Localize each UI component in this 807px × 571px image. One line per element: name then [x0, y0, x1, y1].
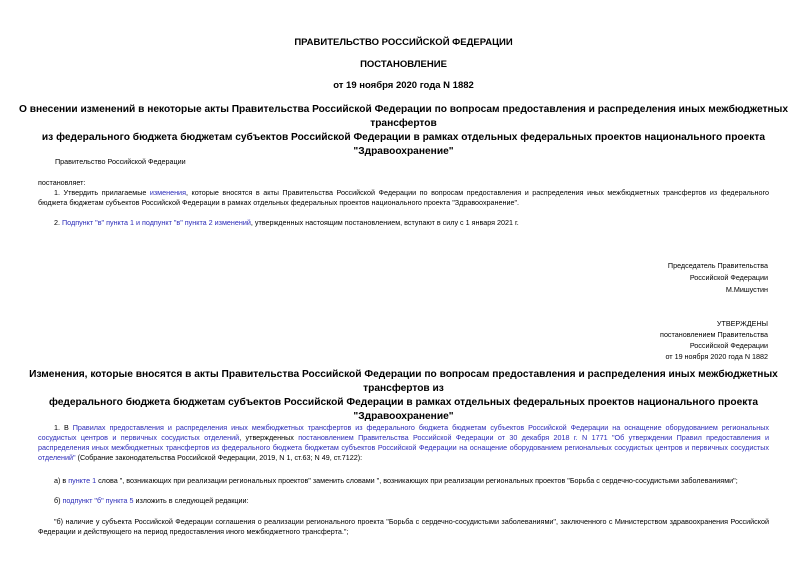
- change-subitem-b: б) подпункт "б" пункта 5 изложить в следующей редакции:: [54, 496, 249, 505]
- subparagraphs-link[interactable]: Подпункт "в" пункта 1 и подпункт "в" пункта 2 изменений: [62, 218, 251, 227]
- signature-position: Председатель Правительства: [667, 261, 768, 270]
- signature-country: Российской Федерации: [689, 273, 768, 282]
- title-line-1: О внесении изменений в некоторые акты Правительства Российской Федерации по вопросам предоставления и распределения иных межбюджетных трансфертов: [18, 104, 789, 129]
- approval-title: УТВЕРЖДЕНЫ: [716, 319, 768, 328]
- item-2: 2. Подпункт "в" пункта 1 и подпункт "в" пункта 2 изменений, утвержденных настоящим постановлением, вступают в силу с 1 января 2021 г.: [54, 218, 519, 227]
- item-1: 1. Утвердить прилагаемые изменения, которые вносятся в акты Правительства Российской Федерации по вопросам предоставления и распределения иных межбюджетных трансфертов из федерального бюджета бюджетам субъектов Российской Федерации в рамках отдельных федеральных проектов национального проекта "Здравоохранение".: [38, 188, 769, 207]
- document-title: [0, 103, 807, 159]
- change-subitem-a: а) в пункте 1 слова ", возникающих при реализации региональных проектов" заменить словами ", возникающих при реализации региональных проектов "Борьба с сердечно-сосудистыми заболеваниями";: [54, 476, 738, 485]
- changes-link[interactable]: изменения: [149, 188, 186, 197]
- subparagraph-b-link[interactable]: подпункт "б" пункта 5: [62, 496, 134, 505]
- title-line-2: из федерального бюджета бюджетам субъектов Российской Федерации в рамках отдельных федеральных проектов национального проекта "Здравоохранение": [41, 132, 766, 157]
- changes-title: Изменения, которые вносятся в акты Правительства Российской Федерации по вопросам предоставления и распределения иных межбюджетных трансфертов из федерального бюджета бюджетам субъектов Российской Федерации в рамках отдельных федеральных проектов национального проекта "Здравоохранение": [29, 369, 778, 422]
- signature-block: [560, 260, 768, 296]
- preamble-resolves: постановляет:: [38, 178, 86, 187]
- government-heading: ПРАВИТЕЛЬСТВО РОССИЙСКОЙ ФЕДЕРАЦИИ: [294, 37, 513, 48]
- resolution-1771-link[interactable]: постановлением Правительства Российской Федерации от 30 декабря 2018 г. N 1771 "Об утверждении Правил предоставления и распределения иных межбюджетных трансфертов из федерального бюджета бюджетам субъектов Российской Федерации на оснащение оборудованием региональных сосудистых центров и первичных сосудистых отделений": [38, 433, 769, 462]
- document-date-number: от 19 ноября 2020 года N 1882: [333, 80, 474, 91]
- rules-link[interactable]: Правилах предоставления и распределения иных межбюджетных трансфертов из федерального бюджета бюджетам субъектов Российской Федерации на оснащение оборудованием региональных сосудистых центров и первичных сосудистых отделений: [38, 423, 769, 442]
- quoted-text: "б) наличие у субъекта Российской Федерации соглашения о реализации регионального проекта "Борьба с сердечно-сосудистыми заболеваниями", заключенного с Министерством здравоохранения Российской Федерации и действующего на период предоставления иного межбюджетного трансферта.";: [38, 517, 769, 536]
- approval-block: УТВЕРЖДЕНЫ постановлением Правительства Российской Федерации от 19 ноября 2020 года N 1882: [560, 318, 768, 362]
- paragraph-1-link[interactable]: пункте 1: [68, 476, 97, 485]
- change-item-1: 1. В Правилах предоставления и распределения иных межбюджетных трансфертов из федерального бюджета бюджетам субъектов Российской Федерации на оснащение оборудованием региональных сосудистых центров и первичных сосудистых отделений, утвержденных постановлением Правительства Российской Федерации от 30 декабря 2018 г. N 1771 "Об утверждении Правил предоставления и распределения иных межбюджетных трансфертов из федерального бюджета бюджетам субъектов Российской Федерации на оснащение оборудованием региональных сосудистых центров и первичных сосудистых отделений" (Собрание законодательства Российской Федерации, 2019, N 1, ст.63; N 49, ст.7122):: [38, 423, 769, 462]
- signature-name: М.Мишустин: [725, 285, 768, 294]
- document-type: ПОСТАНОВЛЕНИЕ: [360, 59, 447, 70]
- preamble-government: Правительство Российской Федерации: [55, 157, 186, 166]
